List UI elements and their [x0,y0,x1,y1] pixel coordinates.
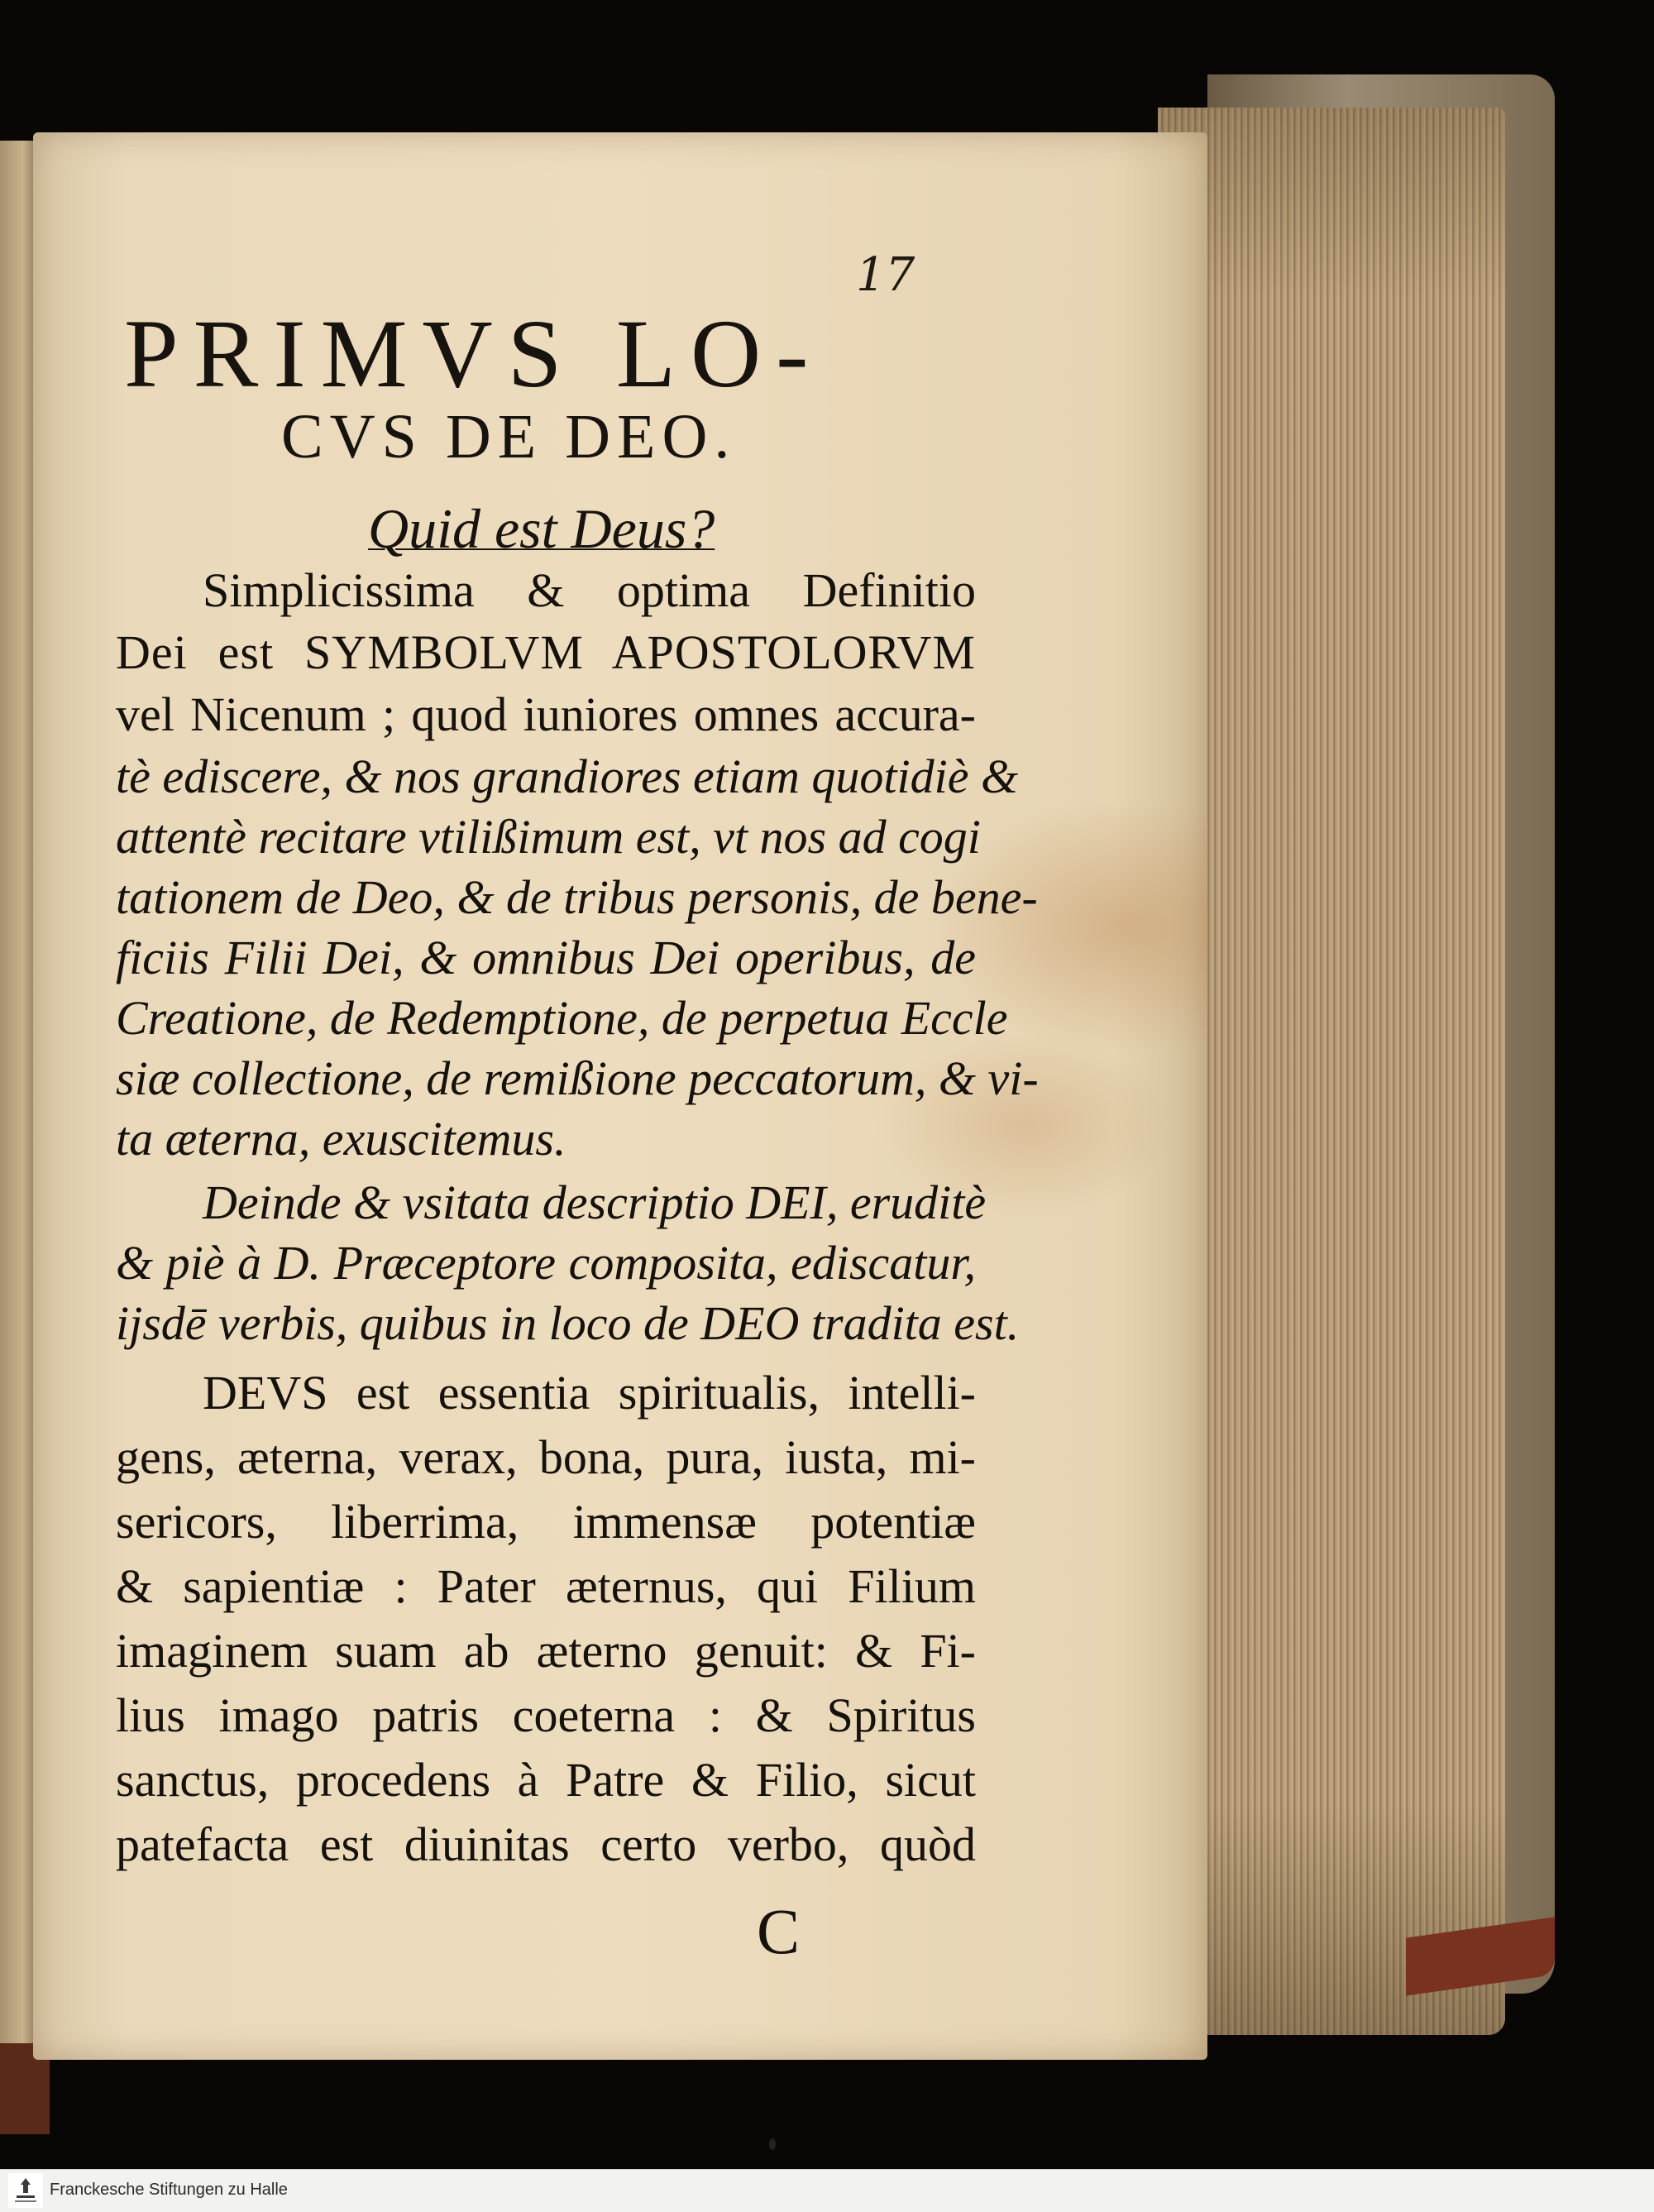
book-page [33,132,1207,2060]
text-line: ta æterna, exuscitemus. [116,1112,566,1166]
section-heading-line-1: PRIMVS LO- [124,299,824,408]
text-line: Deinde & vsitata descriptio DEI, eruditè [203,1175,987,1229]
text-line: & sapientiæ : Pater æternus, qui Filium [116,1559,976,1613]
text-line: Simplicissima & optima Definitio [203,563,976,617]
text-line: gens, æterna, verax, bona, pura, iusta, mi- [116,1430,976,1484]
text-line: siæ collectione, de remißione peccatorum, & vi- [116,1051,1039,1105]
signature-mark: C [757,1895,801,1967]
question-text: Quid est Deus? [368,497,715,560]
text-line: Dei est SYMBOLVM APOSTOLORVM [116,625,976,679]
text-line: patefacta est diuinitas certo verbo, quòd [116,1817,976,1871]
text-line: DEVS est essentia spiritualis, intelli- [203,1366,976,1420]
ink-dot [769,2138,776,2150]
footer-bar [0,2169,1654,2212]
text-line: & piè à D. Præceptore composita, ediscatur, [116,1236,976,1290]
text-line: ijsdē verbis, quibus in loco de DEO tradita est. [116,1296,1020,1350]
text-line: Creatione, de Redemptione, de perpetua Eccle [116,991,1008,1045]
page-edges [1158,108,1505,2035]
text-line: ficiis Filii Dei, & omnibus Dei operibus, de [116,931,976,984]
page-number: 17 [856,248,915,302]
text-line: sericors, liberrima, immensæ potentiæ [116,1495,976,1549]
question-heading [368,496,715,562]
text-line: tè ediscere, & nos grandiores etiam quotidiè & [116,749,1019,803]
text-line: sanctus, procedens à Patre & Filio, sicut [116,1753,976,1807]
text-line: tationem de Deo, & de tribus personis, de bene- [116,870,1038,924]
institution-name: Franckesche Stiftungen zu Halle [50,2181,288,2199]
text-line: attentè recitare vtilißimum est, vt nos ad cogi [116,810,981,864]
text-line: lius imago patris coeterna : & Spiritus [116,1688,976,1742]
text-line: imaginem suam ab æterno genuit: & Fi- [116,1624,976,1678]
text-line: vel Nicenum ; quod iuniores omnes accura- [116,687,976,741]
institution-logo-icon [8,2173,43,2208]
section-heading-line-2: CVS DE DEO. [281,402,737,472]
